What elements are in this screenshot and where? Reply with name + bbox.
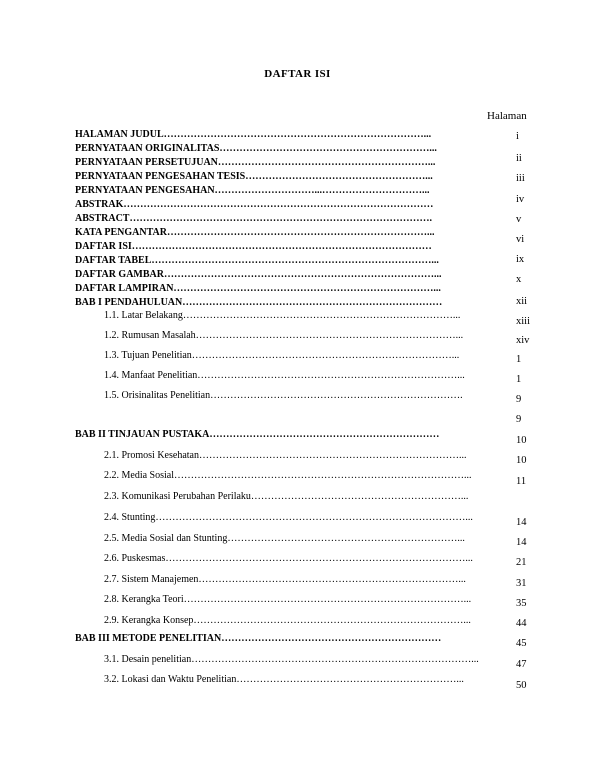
page-number: v xyxy=(516,214,522,225)
toc-entry: 2.7. Sistem Manajemen……………………………………………………………………... xyxy=(104,574,466,585)
page-number: xiv xyxy=(516,335,530,346)
page-number: 14 xyxy=(516,537,527,548)
page-number: vi xyxy=(516,234,525,245)
toc-entry: ABSTRACT………………………………………………………………………………. xyxy=(75,213,432,224)
page-number: 35 xyxy=(516,598,527,609)
toc-entry: 1.5. Orisinalitas Penelitian…………………………………………………………………. xyxy=(104,390,463,401)
toc-entry: 1.4. Manfaat Penelitian……………………………………………………………………... xyxy=(104,370,465,381)
page-number: ii xyxy=(516,153,522,164)
page-number: 21 xyxy=(516,557,527,568)
toc-entry: 3.2. Lokasi dan Waktu Penelitian…………………………………………………………... xyxy=(104,674,464,685)
toc-entry: PERNYATAAN PENGESAHAN…………………………...…………………………... xyxy=(75,185,430,196)
toc-entry: 2.8. Kerangka Teori…………………………………………………………………………... xyxy=(104,594,472,605)
toc-entry: 1.1. Latar Belakang………………………………………………………………………... xyxy=(104,310,461,321)
toc-entry: 2.3. Komunikasi Perubahan Perilaku………………………………………………………... xyxy=(104,491,469,502)
toc-entry: DAFTAR ISI……………………………………………………………………………… xyxy=(75,241,432,252)
toc-entry: ABSTRAK………………………………………………………………………………… xyxy=(75,199,434,210)
page-number: x xyxy=(516,274,522,285)
toc-entry: BAB I PENDAHULUAN…………………………………………………………………… xyxy=(75,297,443,308)
page-number: 44 xyxy=(516,618,527,629)
toc-entry: 2.2. Media Sosial……………………………………………………………………………... xyxy=(104,470,472,481)
toc-entry: DAFTAR TABEL…………………………………………………………………………... xyxy=(75,255,439,266)
page-column-header: Halaman xyxy=(487,110,527,122)
toc-entry: HALAMAN JUDUL……………………………………………………………………... xyxy=(75,129,432,140)
toc-entry: DAFTAR LAMPIRAN……………………………………………………………………... xyxy=(75,283,441,294)
page-title: DAFTAR ISI xyxy=(264,68,331,80)
page-number: 9 xyxy=(516,414,522,425)
toc-entry: 2.4. Stunting…………………………………………………………………………………... xyxy=(104,512,473,523)
toc-entry: PERNYATAAN PENGESAHAN TESIS………………………………………………... xyxy=(75,171,433,182)
page-number: 31 xyxy=(516,578,527,589)
toc-entry: 2.6. Puskesmas………………………………………………………………………………... xyxy=(104,553,473,564)
page-number: 45 xyxy=(516,638,527,649)
page-number: 47 xyxy=(516,659,527,670)
toc-entry: 2.9. Kerangka Konsep………………………………………………………………………... xyxy=(104,615,471,626)
toc-entry: 2.5. Media Sosial dan Stunting……………………………………………………………... xyxy=(104,533,465,544)
page-number: iv xyxy=(516,194,525,205)
page-number: 14 xyxy=(516,517,527,528)
page-number: 50 xyxy=(516,680,527,691)
page-number: i xyxy=(516,131,519,142)
toc-entry: 1.3. Tujuan Penelitian……………………………………………………………………... xyxy=(104,350,460,361)
page-number: xii xyxy=(516,296,528,307)
toc-entry: 1.2. Rumusan Masalah……………………………………………………………………... xyxy=(104,330,464,341)
page-number: xiii xyxy=(516,316,531,327)
page-number: 1 xyxy=(516,374,522,385)
toc-entry: KATA PENGANTAR……………………………………………………………………... xyxy=(75,227,435,238)
page-number: 10 xyxy=(516,435,527,446)
page-number: 9 xyxy=(516,394,522,405)
toc-entry: 3.1. Desain penelitian…………………………………………………………………………... xyxy=(104,654,479,665)
toc-entry: BAB II TINJAUAN PUSTAKA…………………………………………………………… xyxy=(75,429,440,440)
toc-entry: 2.1. Promosi Kesehatan……………………………………………………………………... xyxy=(104,450,467,461)
page-number: iii xyxy=(516,173,525,184)
page-number: ix xyxy=(516,254,525,265)
toc-entry: PERNYATAAN ORIGINALITAS………………………………………………………... xyxy=(75,143,437,154)
page-number: 1 xyxy=(516,354,522,365)
page-number: 11 xyxy=(516,476,527,487)
toc-entry: DAFTAR GAMBAR………………………………………………………………………... xyxy=(75,269,442,280)
page-number: 10 xyxy=(516,455,527,466)
toc-entry: BAB III METODE PENELITIAN………………………………………………………… xyxy=(75,633,442,644)
toc-entry: PERNYATAAN PERSETUJUAN………………………………………………………... xyxy=(75,157,436,168)
